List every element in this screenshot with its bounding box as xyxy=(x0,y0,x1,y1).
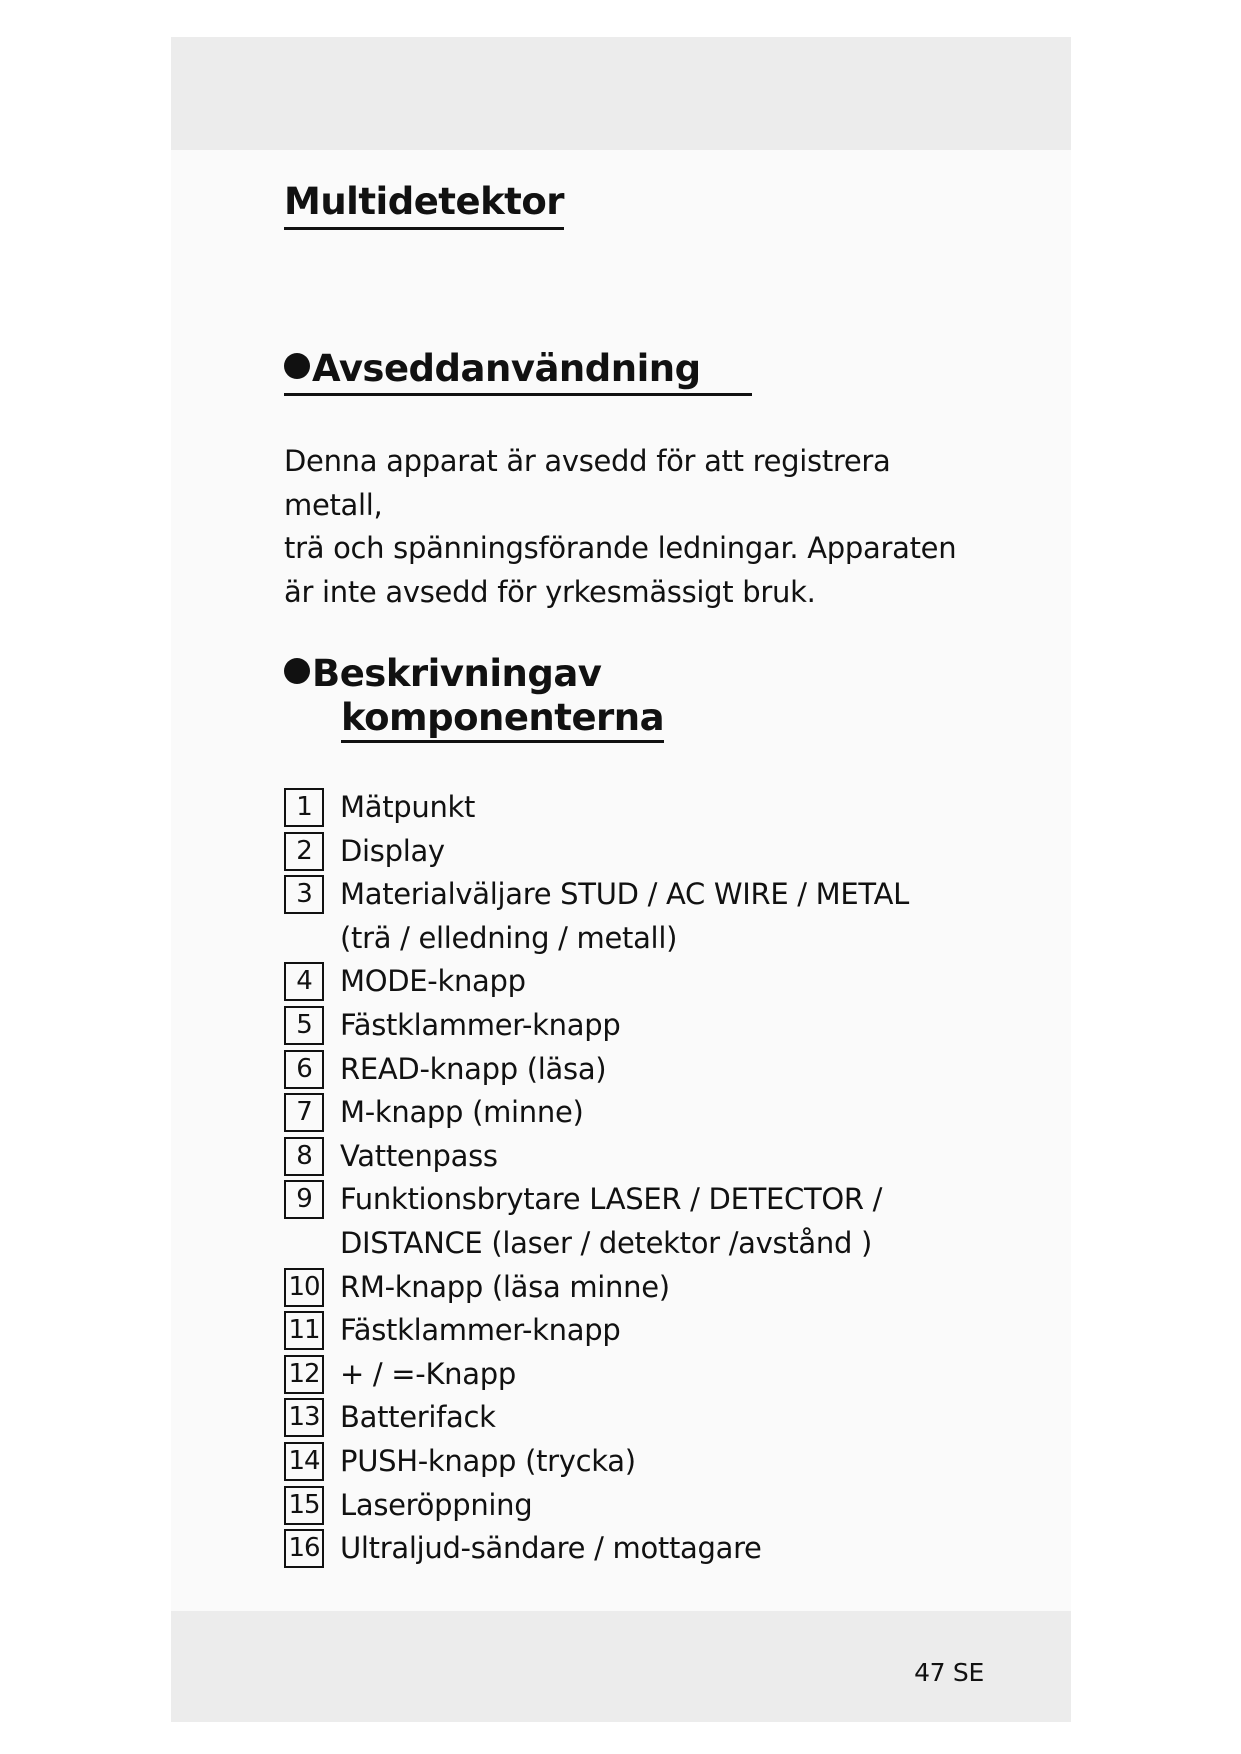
item-label xyxy=(340,1396,1024,1440)
section-heading-text-line2: komponenterna xyxy=(341,698,664,743)
list-item xyxy=(284,1353,1024,1397)
item-label-line: (trä / elledning / metall) xyxy=(340,920,678,955)
item-number-box: 9 xyxy=(284,1180,324,1219)
item-label xyxy=(340,1048,1024,1092)
item-label-line: Vattenpass xyxy=(340,1138,498,1173)
item-label-line: M-knapp (minne) xyxy=(340,1095,584,1130)
components-list xyxy=(284,786,1024,1571)
item-label-line: Batterifack xyxy=(340,1400,496,1435)
intended-use-line: Denna apparat är avsedd för att registrera metall, xyxy=(284,444,891,522)
item-label xyxy=(340,1309,1024,1353)
section-heading-components xyxy=(284,652,664,743)
item-label xyxy=(340,1440,1024,1484)
item-label-line: DISTANCE (laser / detektor /avstånd ) xyxy=(340,1225,872,1260)
item-number-box: 2 xyxy=(284,832,324,871)
item-label xyxy=(340,1266,1024,1310)
header-band xyxy=(171,37,1071,150)
item-number-box: 16 xyxy=(284,1529,324,1568)
item-number-box: 1 xyxy=(284,788,324,827)
intended-use-line: trä och spänningsförande ledningar. Apparaten xyxy=(284,531,957,565)
item-label xyxy=(340,1135,1024,1179)
item-number-box: 7 xyxy=(284,1093,324,1132)
item-label xyxy=(340,830,1024,874)
item-label-line: Funktionsbrytare LASER / DETECTOR / xyxy=(340,1182,883,1217)
item-label xyxy=(340,1178,1024,1265)
item-label xyxy=(340,1484,1024,1528)
list-item xyxy=(284,1440,1024,1484)
item-number-box: 4 xyxy=(284,962,324,1001)
bullet-icon xyxy=(284,658,310,684)
document-page xyxy=(171,37,1071,1722)
item-label xyxy=(340,960,1024,1004)
list-item xyxy=(284,1309,1024,1353)
section-heading-text-line1: Beskrivningav xyxy=(312,652,602,695)
list-item xyxy=(284,873,1024,960)
item-number-box: 13 xyxy=(284,1398,324,1437)
item-label-line: Display xyxy=(340,833,445,868)
item-number-box: 3 xyxy=(284,875,324,914)
list-item xyxy=(284,1004,1024,1048)
item-number-box: 15 xyxy=(284,1486,324,1525)
item-label-line: Laseröppning xyxy=(340,1487,533,1522)
bullet-icon xyxy=(284,353,310,379)
item-label-line: Fästklammer-knapp xyxy=(340,1313,621,1348)
item-label-line: RM-knapp (läsa minne) xyxy=(340,1269,670,1304)
list-item xyxy=(284,1266,1024,1310)
list-item xyxy=(284,1396,1024,1440)
list-item xyxy=(284,1484,1024,1528)
item-label xyxy=(340,873,1024,960)
item-number-box: 5 xyxy=(284,1006,324,1045)
item-label-line: PUSH-knapp (trycka) xyxy=(340,1443,636,1478)
list-item xyxy=(284,1527,1024,1571)
item-label xyxy=(340,786,1024,830)
list-item xyxy=(284,1135,1024,1179)
item-label-line: Ultraljud-sändare / mottagare xyxy=(340,1531,762,1566)
item-number-box: 14 xyxy=(284,1442,324,1481)
page-number: 47 SE xyxy=(914,1658,984,1687)
item-number-box: 6 xyxy=(284,1050,324,1089)
list-item xyxy=(284,786,1024,830)
item-label-line: READ-knapp (läsa) xyxy=(340,1051,607,1086)
item-number-box: 10 xyxy=(284,1268,324,1307)
item-label-line: Mätpunkt xyxy=(340,790,476,824)
item-number-box: 8 xyxy=(284,1137,324,1176)
intended-use-line: är inte avsedd för yrkesmässigt bruk. xyxy=(284,574,816,609)
intended-use-text xyxy=(284,440,984,614)
section-heading-text: Avseddanvändning xyxy=(312,347,701,390)
item-label-line: + / =-Knapp xyxy=(340,1356,516,1391)
list-item xyxy=(284,1178,1024,1265)
list-item xyxy=(284,1091,1024,1135)
item-label xyxy=(340,1091,1024,1135)
item-number-box: 12 xyxy=(284,1355,324,1394)
item-label xyxy=(340,1353,1024,1397)
item-label xyxy=(340,1527,1024,1571)
section-heading-intended-use xyxy=(284,347,752,396)
list-item xyxy=(284,1048,1024,1092)
item-label-line: Fästklammer-knapp xyxy=(340,1007,621,1042)
list-item xyxy=(284,960,1024,1004)
item-label xyxy=(340,1004,1024,1048)
list-item xyxy=(284,830,1024,874)
item-number-box: 11 xyxy=(284,1311,324,1350)
item-label-line: MODE-knapp xyxy=(340,964,526,999)
item-label-line: Materialväljare STUD / AC WIRE / METAL xyxy=(340,877,909,912)
document-title: Multidetektor xyxy=(284,180,564,230)
